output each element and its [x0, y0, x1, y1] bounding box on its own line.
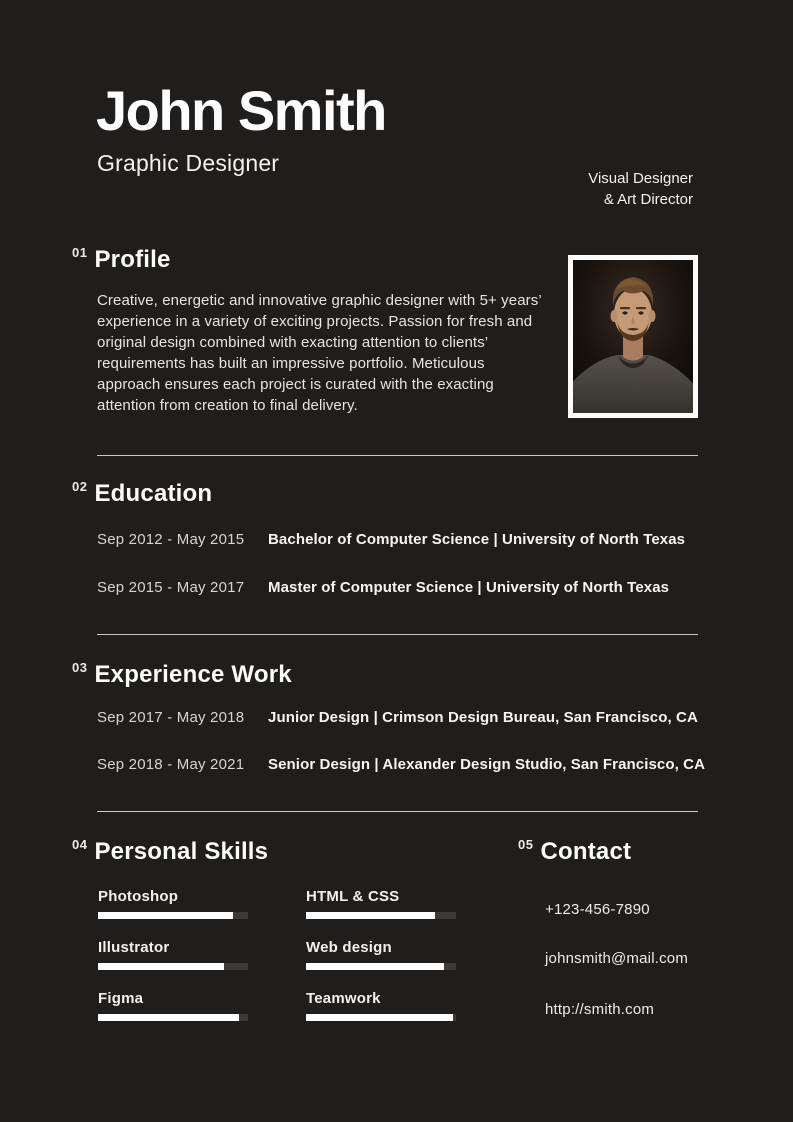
- contact-website[interactable]: http://smith.com: [545, 1001, 655, 1018]
- skill-item: [306, 939, 456, 970]
- education-degree: Bachelor of Computer Science | University of North Texas: [268, 531, 686, 548]
- section-number: 04: [72, 837, 88, 852]
- education-dates: Sep 2015 - May 2017: [97, 579, 245, 596]
- skill-bar-fill: [98, 1014, 239, 1021]
- skill-bar-track: [98, 912, 248, 919]
- role-tagline: [588, 168, 693, 210]
- section-title: Personal Skills: [94, 838, 269, 865]
- experience-dates: Sep 2017 - May 2018: [97, 709, 245, 726]
- experience-role: Senior Design | Alexander Design Studio, San Francisco, CA: [268, 756, 706, 773]
- skill-item: [98, 888, 248, 919]
- skill-item: [98, 939, 248, 970]
- skill-bar-fill: [98, 963, 224, 970]
- section-heading-skills: [72, 837, 269, 865]
- skill-bar-fill: [306, 912, 435, 919]
- experience-entry: [97, 756, 717, 773]
- profile-photo: [568, 255, 698, 418]
- section-title: Contact: [540, 838, 632, 865]
- section-divider: [97, 634, 698, 635]
- skill-bar-track: [306, 912, 456, 919]
- education-degree: Master of Computer Science | University of North Texas: [268, 579, 670, 596]
- skill-label: Teamwork: [306, 990, 381, 1007]
- role-tagline-line1: Visual Designer: [588, 170, 693, 187]
- experience-entry: [97, 709, 717, 726]
- skill-bar-track: [98, 1014, 248, 1021]
- skill-label: Web design: [306, 939, 392, 956]
- skill-item: [98, 990, 248, 1021]
- section-number: 01: [72, 245, 88, 260]
- section-divider: [97, 455, 698, 456]
- section-title: Profile: [94, 246, 171, 273]
- skill-bar-track: [98, 963, 248, 970]
- skill-bar-fill: [306, 963, 444, 970]
- skill-bar-track: [306, 1014, 456, 1021]
- role-tagline-line2: & Art Director: [603, 191, 693, 208]
- experience-role: Junior Design | Crimson Design Bureau, San Francisco, CA: [268, 709, 698, 726]
- section-title: Experience Work: [94, 661, 292, 688]
- section-number: 05: [518, 837, 534, 852]
- education-entry: [97, 579, 717, 596]
- section-number: 02: [72, 479, 88, 494]
- skill-label: Figma: [98, 990, 144, 1007]
- portrait-illustration: [573, 260, 693, 413]
- skill-label: Illustrator: [98, 939, 170, 956]
- profile-summary: Creative, energetic and innovative graphic designer with 5+ years’ experience in a variety of exciting projects. Passion for fresh and original design combined with exacting attention to clients’ requirements has built an impressive portfolio. Meticulous approach ensures each project is curated with the exacting attention from creation to final delivery.: [97, 292, 542, 414]
- section-divider: [97, 811, 698, 812]
- section-heading-education: [72, 479, 213, 507]
- section-number: 03: [72, 660, 88, 675]
- education-entry: [97, 531, 717, 548]
- skill-label: Photoshop: [98, 888, 179, 905]
- person-name: John Smith: [96, 79, 386, 142]
- skill-label: HTML & CSS: [306, 888, 400, 905]
- education-dates: Sep 2012 - May 2015: [97, 531, 245, 548]
- section-heading-experience: [72, 660, 292, 688]
- experience-dates: Sep 2018 - May 2021: [97, 756, 245, 773]
- section-title: Education: [94, 480, 213, 507]
- person-title: Graphic Designer: [97, 150, 280, 176]
- contact-email[interactable]: johnsmith@mail.com: [545, 950, 689, 967]
- section-heading-profile: [72, 245, 171, 273]
- skill-bar-track: [306, 963, 456, 970]
- skill-bar-fill: [98, 912, 233, 919]
- skill-bar-fill: [306, 1014, 453, 1021]
- skill-item: [306, 990, 456, 1021]
- section-heading-contact: [518, 837, 632, 865]
- contact-phone: +123-456-7890: [545, 901, 650, 918]
- skill-item: [306, 888, 456, 919]
